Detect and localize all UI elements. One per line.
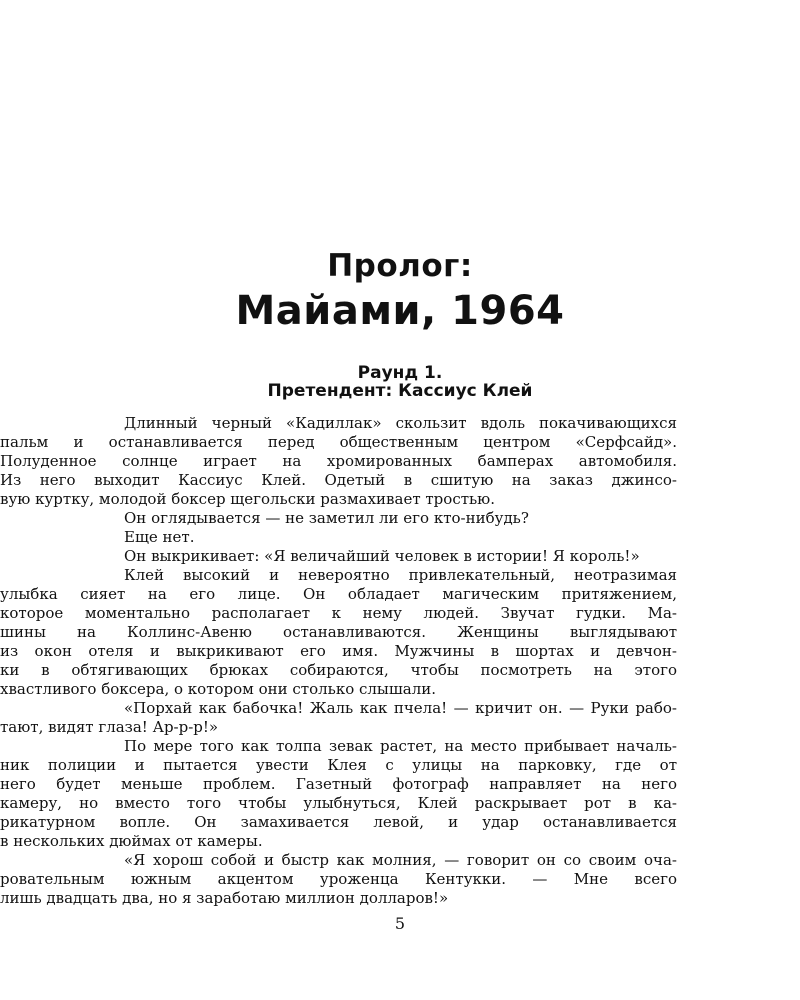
text-line: Клей высокий и невероятно привлекательный, неотразимая <box>124 566 677 584</box>
text-line: Он выкрикивает: «Я величайший человек в истории! Я король!» <box>124 547 640 565</box>
text-line: Длинный черный «Кадиллак» скользит вдоль покачивающихся <box>124 414 677 432</box>
text-line: лишь двадцать два, но я заработаю миллион долларов!» <box>0 889 449 907</box>
text-line: «Я хорош собой и быстр как молния, — говорит он со своим оча- <box>124 851 677 869</box>
text-line: него будет меньше проблем. Газетный фотограф направляет на него <box>0 775 677 793</box>
prologue-heading: Пролог: <box>327 248 473 284</box>
text-line: вую куртку, молодой боксер щегольски размахивает тростью. <box>0 490 496 508</box>
text-line: рикатурном вопле. Он замахивается левой, и удар останавливается <box>0 813 677 831</box>
text-line: ник полиции и пытается увести Клея с улицы на парковку, где от <box>0 756 677 774</box>
text-line: из окон отеля и выкрикивают его имя. Мужчины в шортах и девчон- <box>0 642 677 660</box>
page-number: 5 <box>394 914 406 933</box>
text-line: Из него выходит Кассиус Клей. Одетый в сшитую на заказ джинсо- <box>0 471 677 489</box>
text-line: Еще нет. <box>124 528 195 546</box>
text-line: ки в обтягивающих брюках собираются, чтобы посмотреть на этого <box>0 661 677 679</box>
body-text <box>0 414 677 908</box>
text-line: камеру, но вместо того чтобы улыбнуться, Клей раскрывает рот в ка- <box>0 794 677 812</box>
text-line: Полуденное солнце играет на хромированных бамперах автомобиля. <box>0 452 677 470</box>
text-line: пальм и останавливается перед общественным центром «Серфсайд». <box>0 433 677 451</box>
text-line: в нескольких дюймах от камеры. <box>0 832 263 850</box>
text-line: шины на Коллинс-Авеню останавливаются. Женщины выглядывают <box>0 623 677 641</box>
text-line: По мере того как толпа зевак растет, на место прибывает началь- <box>124 737 677 755</box>
text-line: Он оглядывается — не заметил ли его кто-нибудь? <box>124 509 529 527</box>
text-line: ровательным южным акцентом уроженца Кентукки. — Мне всего <box>0 870 677 888</box>
text-line: тают, видят глаза! Ар-р-р!» <box>0 718 219 736</box>
text-line: которое моментально располагает к нему людей. Звучат гудки. Ма- <box>0 604 677 622</box>
text-line: хвастливого боксера, о котором они столько слышали. <box>0 680 437 698</box>
text-line: улыбка сияет на его лице. Он обладает магическим притяжением, <box>0 585 677 603</box>
chapter-title: Майами, 1964 <box>235 288 565 334</box>
text-line: «Порхай как бабочка! Жаль как пчела! — кричит он. — Руки рабо- <box>124 699 677 717</box>
contender-subheading: Претендент: Кассиус Клей <box>267 381 533 401</box>
round-subheading: Раунд 1. <box>357 363 443 383</box>
